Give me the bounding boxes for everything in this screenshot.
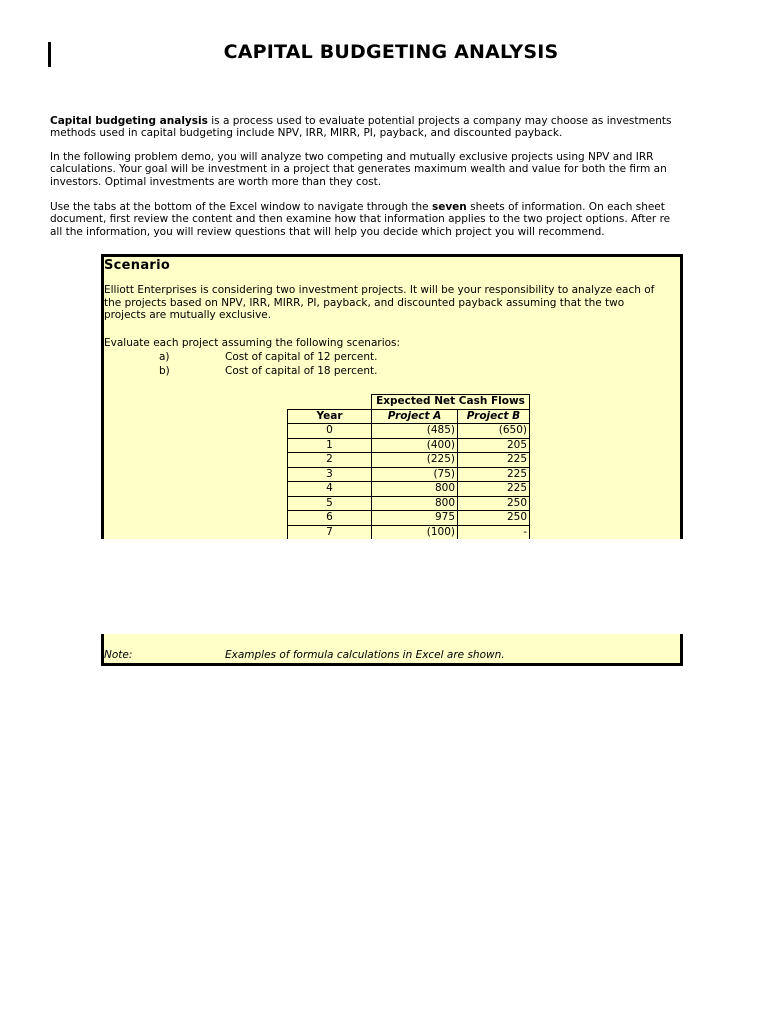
year-cell: 6 (288, 511, 372, 526)
table-row (288, 467, 530, 482)
table-row (288, 438, 530, 453)
project-a-cell: (485) (372, 424, 458, 439)
project-b-cell: (650) (458, 424, 530, 439)
intro-text: document, first review the content and then examine how that information applies to the two project options. After re (50, 213, 671, 226)
note-text: Examples of formula calculations in Excel are shown. (225, 649, 505, 661)
year-cell: 2 (288, 453, 372, 468)
project-a-cell: (400) (372, 438, 458, 453)
intro-bold-term: seven (431, 201, 467, 213)
intro-text: all the information, you will review questions that will help you decide which project you will recommend. (50, 225, 605, 238)
cash-flow-table (287, 394, 530, 539)
option-text: Cost of capital of 12 percent. (225, 351, 378, 363)
intro-text: In the following problem demo, you will analyze two competing and mutually exclusive projects using NPV and IRR (50, 151, 654, 163)
table-row (288, 453, 530, 468)
note-label: Note: (104, 649, 133, 661)
note-box (101, 634, 683, 666)
scenario-text: Elliott Enterprises is considering two investment projects. It will be your responsibility to analyze each of (104, 284, 655, 296)
intro-bold-term: Capital budgeting analysis (50, 115, 208, 127)
intro-paragraph-2 (50, 151, 680, 188)
option-letter: b) (159, 365, 170, 377)
intro-text: sheets of information. On each sheet (466, 201, 665, 213)
scenario-heading: Scenario (104, 258, 171, 273)
project-b-cell: 205 (458, 438, 530, 453)
project-b-cell: 250 (458, 511, 530, 526)
table-row (288, 511, 530, 526)
year-cell: 3 (288, 467, 372, 482)
project-b-cell: 225 (458, 453, 530, 468)
year-cell: 1 (288, 438, 372, 453)
project-a-cell: 975 (372, 511, 458, 526)
project-a-cell: (100) (372, 525, 458, 539)
option-text: Cost of capital of 18 percent. (225, 365, 378, 377)
table-header-row (288, 409, 530, 424)
year-column-header: Year (288, 409, 372, 424)
project-b-column-header: Project B (458, 409, 530, 424)
intro-text: is a process used to evaluate potential projects a company may choose as investments (207, 115, 672, 127)
project-a-cell: 800 (372, 482, 458, 497)
scenario-description (104, 284, 654, 322)
year-cell: 0 (288, 424, 372, 439)
project-a-column-header: Project A (372, 409, 458, 424)
cash-flows-group-header: Expected Net Cash Flows (372, 395, 530, 410)
intro-text: calculations. Your goal will be investment in a project that generates maximum wealth and value for both the firm an (50, 163, 667, 176)
year-cell: 5 (288, 496, 372, 511)
intro-paragraph-1 (50, 115, 680, 140)
project-a-cell: 800 (372, 496, 458, 511)
project-a-cell: (225) (372, 453, 458, 468)
project-b-cell: - (458, 525, 530, 539)
intro-text: investors. Optimal investments are worth more than they cost. (50, 175, 382, 188)
intro-text: Use the tabs at the bottom of the Excel window to navigate through the (50, 201, 432, 213)
option-letter: a) (159, 351, 170, 363)
page-title: CAPITAL BUDGETING ANALYSIS (223, 41, 559, 63)
year-cell: 4 (288, 482, 372, 497)
intro-text: methods used in capital budgeting include NPV, IRR, MIRR, PI, payback, and discounted payback. (50, 127, 563, 140)
table-row (288, 525, 530, 539)
scenario-instruction: Evaluate each project assuming the following scenarios: (104, 337, 401, 349)
project-a-cell: (75) (372, 467, 458, 482)
project-b-cell: 225 (458, 467, 530, 482)
year-cell: 7 (288, 525, 372, 539)
project-b-cell: 250 (458, 496, 530, 511)
project-b-cell: 225 (458, 482, 530, 497)
table-group-header-row (288, 395, 530, 410)
scenario-text: the projects based on NPV, IRR, MIRR, PI, payback, and discounted payback assuming that the two (104, 296, 625, 309)
scenario-box (101, 254, 683, 539)
table-row (288, 482, 530, 497)
table-row (288, 496, 530, 511)
intro-paragraph-3 (50, 201, 680, 238)
scenario-text: projects are mutually exclusive. (104, 309, 272, 322)
table-row (288, 424, 530, 439)
